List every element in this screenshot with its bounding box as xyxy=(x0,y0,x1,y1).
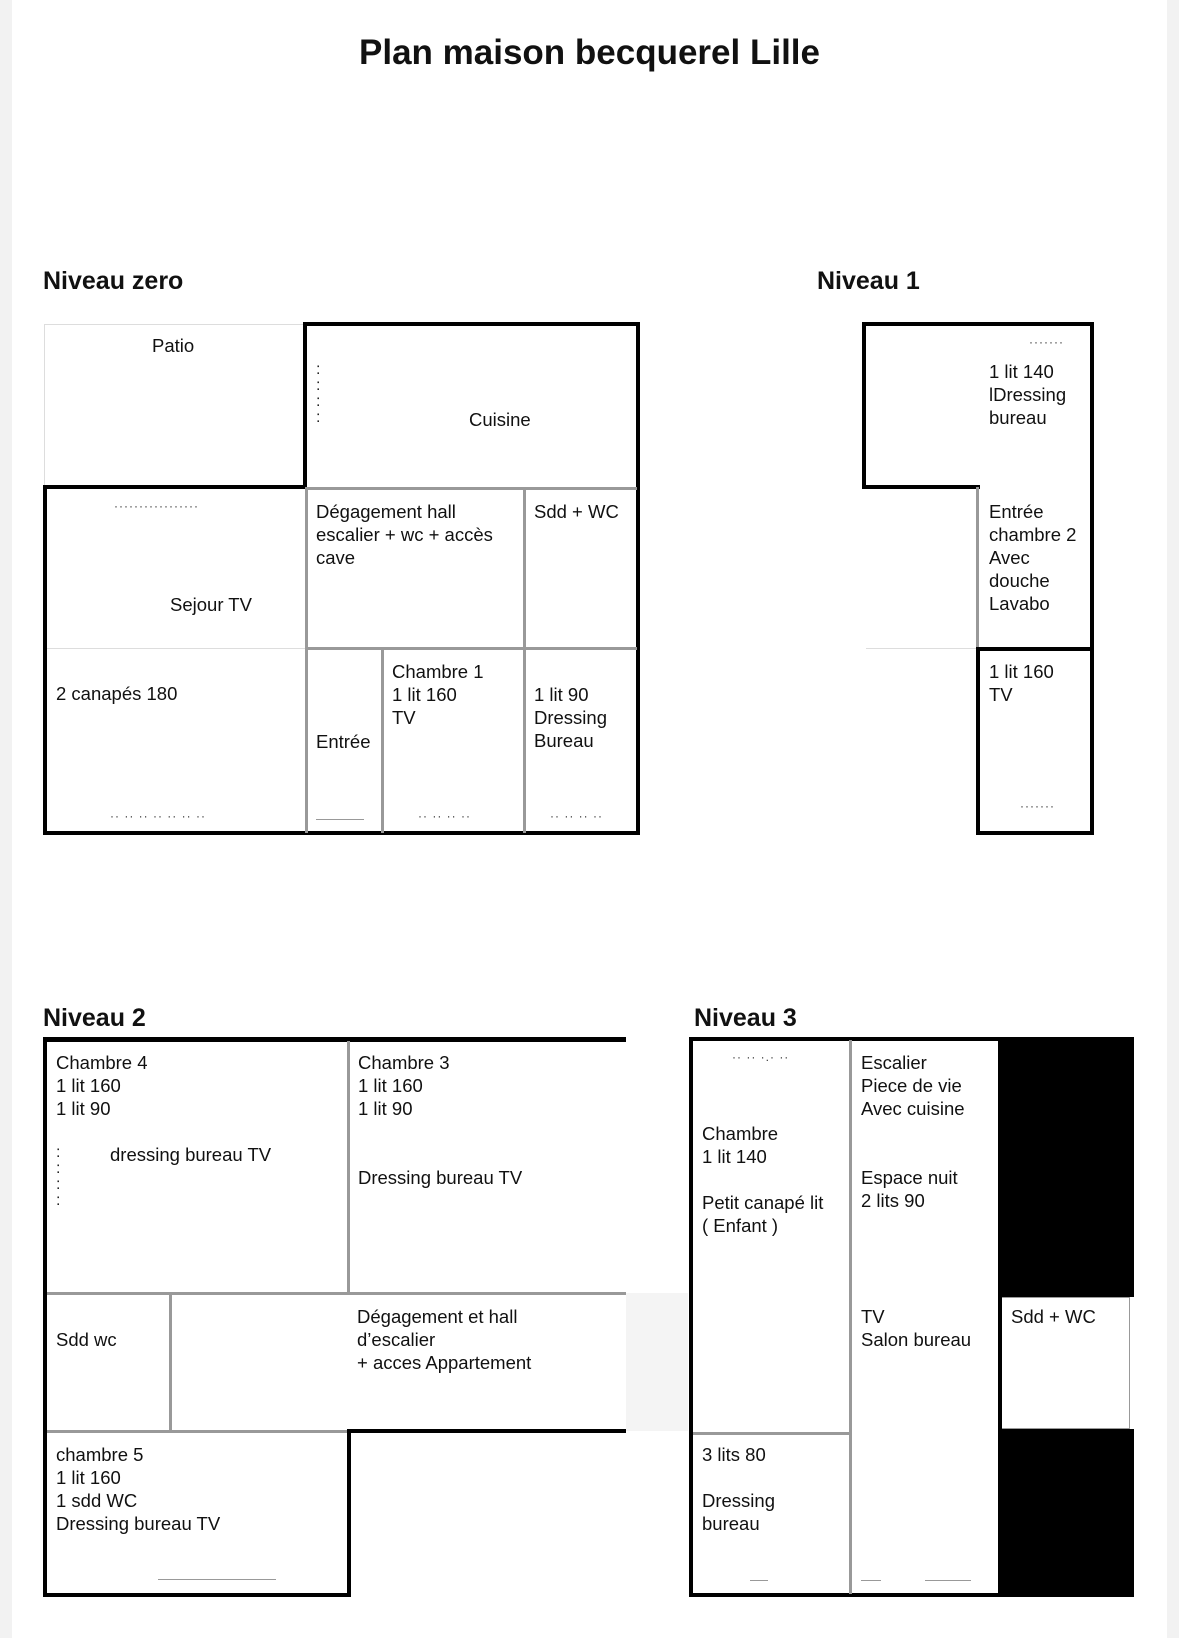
room-patio: Patio xyxy=(152,335,195,356)
dotted-line: ·· ·· ·.· ·· xyxy=(732,1050,790,1064)
dotted-line: : : : : xyxy=(56,1144,61,1209)
room-chambre-5: chambre 5 1 lit 160 1 sdd WC Dressing bureau TV xyxy=(56,1444,221,1534)
underline-mark xyxy=(316,819,364,820)
room-entree: Entrée xyxy=(316,731,371,752)
room-sejour-tv: Sejour TV xyxy=(170,594,252,615)
black-block xyxy=(998,1037,1134,1297)
underline-mark xyxy=(925,1580,971,1581)
room-chambre-1: Chambre 1 1 lit 160 TV xyxy=(392,661,484,728)
chambre-4-equipment: dressing bureau TV xyxy=(110,1144,272,1165)
underline-mark xyxy=(750,1580,768,1581)
room-entree-chambre-2: Entrée chambre 2 Avec douche Lavabo xyxy=(989,501,1077,614)
underline-mark xyxy=(861,1580,881,1581)
level-3-heading: Niveau 3 xyxy=(694,1004,797,1032)
underline-mark xyxy=(158,1579,276,1580)
dotted-line: ······· xyxy=(1029,335,1064,349)
black-block xyxy=(998,1429,1134,1597)
room-lit-160-tv: 1 lit 160 TV xyxy=(989,661,1054,705)
dotted-line: : : : : xyxy=(316,361,321,426)
dotted-line: ·· ·· ·· ·· xyxy=(418,809,471,823)
room-degagement-hall: Dégagement hall escalier + wc + accès cave xyxy=(316,501,493,568)
room-degagement-hall: Dégagement et hall d’escalier + acces Appartement xyxy=(357,1306,532,1373)
room-chambre: Chambre 1 lit 140 Petit canapé lit ( Enfant ) xyxy=(702,1123,824,1236)
room-sdd-wc: Sdd wc xyxy=(56,1329,117,1350)
room-3-lits-80: 3 lits 80 Dressing bureau xyxy=(702,1444,775,1534)
dotted-line: ·· ·· ·· ·· ·· ·· ·· xyxy=(110,809,206,823)
room-escalier-piece-de-vie: Escalier Piece de vie Avec cuisine xyxy=(861,1052,965,1119)
sejour-furniture: 2 canapés 180 xyxy=(56,683,178,704)
page-title: Plan maison becquerel Lille xyxy=(359,33,820,72)
room-chambre-3: Chambre 3 1 lit 160 1 lit 90 xyxy=(358,1052,450,1119)
room-sdd-wc: Sdd + WC xyxy=(534,501,619,522)
room-lit-90-dressing: 1 lit 90 Dressing Bureau xyxy=(534,684,607,751)
dotted-line: ······· xyxy=(1020,799,1055,813)
room-sdd-wc: Sdd + WC xyxy=(1011,1306,1096,1327)
level-2-heading: Niveau 2 xyxy=(43,1004,146,1032)
room-lit-140-dressing: 1 lit 140 lDressing bureau xyxy=(989,361,1067,428)
dotted-line: ················· xyxy=(114,499,199,513)
room-espace-nuit: Espace nuit 2 lits 90 xyxy=(861,1167,958,1211)
room-chambre-4: Chambre 4 1 lit 160 1 lit 90 xyxy=(56,1052,148,1119)
level-1-heading: Niveau 1 xyxy=(817,267,920,295)
chambre-3-equipment: Dressing bureau TV xyxy=(358,1167,523,1188)
room-cuisine: Cuisine xyxy=(469,409,531,430)
dotted-line: ·· ·· ·· ·· xyxy=(550,809,603,823)
level-zero-heading: Niveau zero xyxy=(43,267,184,295)
room-tv-salon-bureau: TV Salon bureau xyxy=(861,1306,972,1350)
